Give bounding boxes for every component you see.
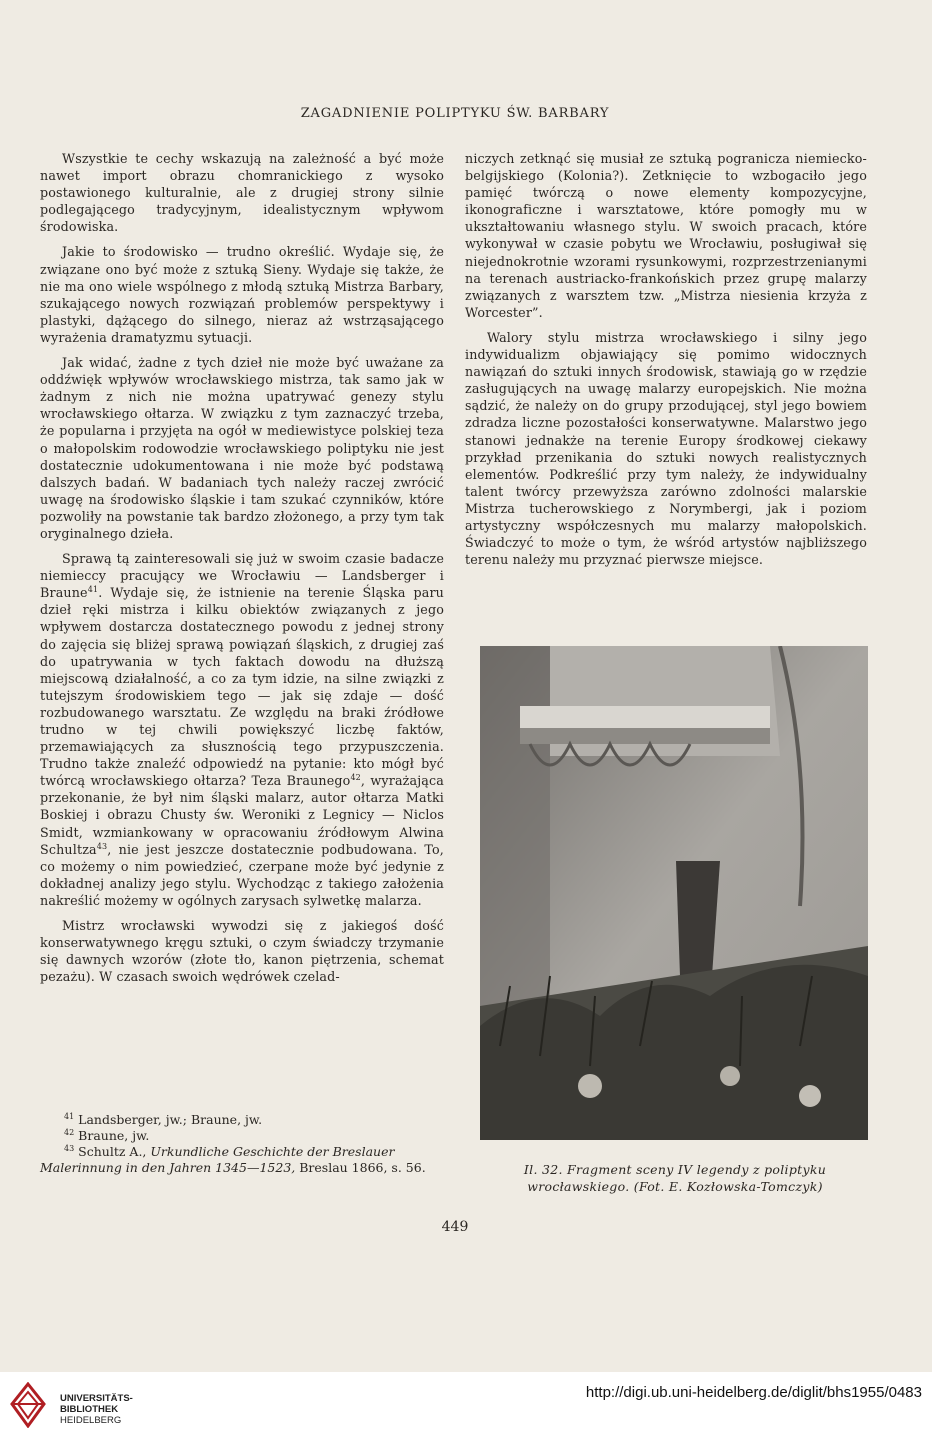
library-logo[interactable]: [10, 1380, 210, 1432]
footnote-text: Breslau 1866, s. 56.: [295, 1160, 426, 1175]
logo-text: [60, 1393, 133, 1426]
footnotes: [40, 1112, 444, 1176]
paragraph: Mistrz wrocławski wywodzi się z jakiegoś dość konserwatywnego kręgu sztuki, o czym świadczy trzymanie się dawnych wzorów (złote tło, kanon piętrzenia, schemat pezażu). W czasach swoich wędrówek czelad-: [40, 918, 444, 985]
right-column: [465, 150, 867, 576]
figure-painting-fragment: [480, 646, 868, 1140]
figure-caption: [470, 1162, 880, 1195]
text-run: . Wydaje się, że istnienie na terenie Śląska paru dzieł ręki mistrza i kilku obiektów związanych z jego wpływem dostarcza dostatecznego powodu z jednej strony do zajęcia się bliżej sprawą powiązań śląskich, z drugiej zaś do upatrywania w tych faktach dowodu na dłuższą miejscową działalność, a co za tym idzie, na silne związki z tutejszym środowiskiem tego — jak się zdaje — dość rozbudowanego warsztatu. Ze względu na braki źródłowe trudno w tej chwili powiększyć liczbę faktów, przemawiających za słusznością tego przypuszczenia. Trudno także znaleźć odpowiedź na pytanie: kto mógł być twórcą wrocławskiego ołtarza? Teza Braunego: [40, 585, 444, 789]
paragraph: Walory stylu mistrza wrocławskiego i silny jego indywidualizm objawiający się pomimo widocznych nawiązań do sztuki innych środowisk, stawiają go w rzędzie zasługujących na uwagę malarzy europejskich. Nie można sądzić, że należy on do grupy przodującej, styl jego bowiem zdradza liczne pozostałości konserwatywne. Malarstwo jego stanowi jednakże na terenie Europy środkowej ciekawy przykład przenikania do sztuki nowych realistycznych elementów. Podkreślić przy tym należy, że indywidualny talent twórcy przewyższa zarówno zdolności malarskie Mistrza tucherowskiego z Norymbergi, jak i poziom artystyczny współczesnych mu malarzy małopolskich. Świadczyć to może o tym, że wśród artystów najbliższego terenu należy mu przyznać pierwsze miejsce.: [465, 329, 867, 568]
logo-line: HEIDELBERG: [60, 1415, 122, 1426]
footnote-43: [40, 1144, 444, 1176]
footnote-41: [40, 1112, 444, 1128]
paragraph: Wszystkie te cechy wskazują na zależność a być może nawet import obrazu chomranickiego z wysoko postawionego kulturalnie, ale z drugiej strony silnie podlegającego tradycyjnym, idealistycznym wpływom środowiska.: [40, 151, 444, 235]
caption-line: wrocławskiego. (Fot. E. Kozłowska-Tomczyk): [527, 1178, 823, 1194]
left-column: [40, 150, 444, 993]
paragraph: [40, 550, 444, 909]
footnote-42: [40, 1128, 444, 1144]
library-seal-icon: [10, 1382, 46, 1428]
footnote-text: Landsberger, jw.; Braune, jw.: [78, 1112, 263, 1127]
page-number: 449: [441, 1219, 469, 1235]
running-title: ZAGADNIENIE POLIPTYKU ŚW. BARBARY: [300, 106, 610, 121]
footnote-number: 42: [64, 1127, 75, 1137]
footer-bar: [0, 1372, 932, 1440]
paragraph: niczych zetknąć się musiał ze sztuką pogranicza niemiecko-belgijskiego (Kolonia?). Zetknięcie to wzbogaciło jego pamięć twórczą o nowe elementy kompozycyjne, ikonograficzne i warsztatowe, które pomogły mu w ukształtowaniu własnego stylu. W swoich pracach, które wykonywał w czasie pobytu we Wrocławiu, posługiwał się niejednokrotnie wzorami rysunkowymi, rozprzestrzenianymi na terenach austriacko-frankońskich przez grupę malarzy związanych z warsztem tzw. „Mistrza niesienia krzyża z Worcester”.: [465, 151, 867, 320]
caption-line: Il. 32. Fragment sceny IV legendy z poliptyku: [523, 1162, 827, 1177]
footnote-ref-42: 42: [350, 773, 361, 783]
footnote-author: Schultz A.,: [78, 1144, 151, 1159]
footnote-text: Braune, jw.: [78, 1128, 150, 1143]
footnote-number: 41: [64, 1111, 75, 1121]
source-url-link[interactable]: http://digi.ub.uni-heidelberg.de/diglit/bhs1955/0483: [585, 1384, 922, 1401]
paragraph: Jak widać, żadne z tych dzieł nie może być uważane za oddźwięk wpływów wrocławskiego mistrza, tak samo jak w żadnym z nich nie można upatrywać genezy stylu wrocławskiego ołtarza. W związku z tym zaznaczyć trzeba, że popularna i przyjęta na ogół w mediewistyce polskiej teza o małopolskim rodowodzie wrocławskiego poliptyku nie jest dostatecznie udokumentowana i nie może być podstawą dalszych badań. W badaniach tych należy raczej zwrócić uwagę na środowisko śląskie i tam szukać czynników, które pozwoliły na powstanie tak bardzo złożonego, a przy tym tak oryginalnego dzieła.: [40, 355, 444, 541]
logo-line: BIBLIOTHEK: [60, 1404, 119, 1415]
footnote-number: 43: [64, 1143, 75, 1153]
painting-photo: [480, 646, 868, 1140]
paragraph: Jakie to środowisko — trudno określić. Wydaje się, że związane ono być może z sztuką Sieny. Wydaje się także, że nie ma ono wiele wspólnego z młodą sztuką Mistrza Barbary, szukającego nowych rozwiązań problemów perspektywy i plastyki, dążącego do silnego, nieraz aż wstrząsającego wyrażenia dramatyzmu sytuacji.: [40, 244, 444, 345]
logo-line: UNIVERSITÄTS-: [60, 1393, 133, 1404]
text-run: , nie jest jeszcze dostatecznie podbudowana. To, co możemy o nim powiedzieć, czerpane może być jedynie z dokładnej analizy jego stylu. Wychodząc z takiego założenia nakreślić możemy w ogólnych zarysach sylwetkę malarza.: [40, 841, 444, 908]
text-run: , wyrażająca przekonanie, że był nim śląski malarz, autor ołtarza Matki Boskiej i obrazu Chusty św. Weroniki z Legnicy — Niclos Smidt, wzmiankowany w opracowaniu źródłowym Alwina Schultza: [40, 773, 444, 857]
footnote-ref-43: 43: [96, 841, 108, 851]
footnote-ref-41: 41: [87, 585, 99, 595]
footnote-title: Urkundliche Geschichte der Breslauer Malerinnung in den Jahren 1345—1523,: [40, 1144, 395, 1175]
text-run: Sprawą tą zainteresowali się już w swoim czasie badacze niemieccy pracujący we Wrocławiu — Landsberger i Braune: [40, 551, 444, 601]
